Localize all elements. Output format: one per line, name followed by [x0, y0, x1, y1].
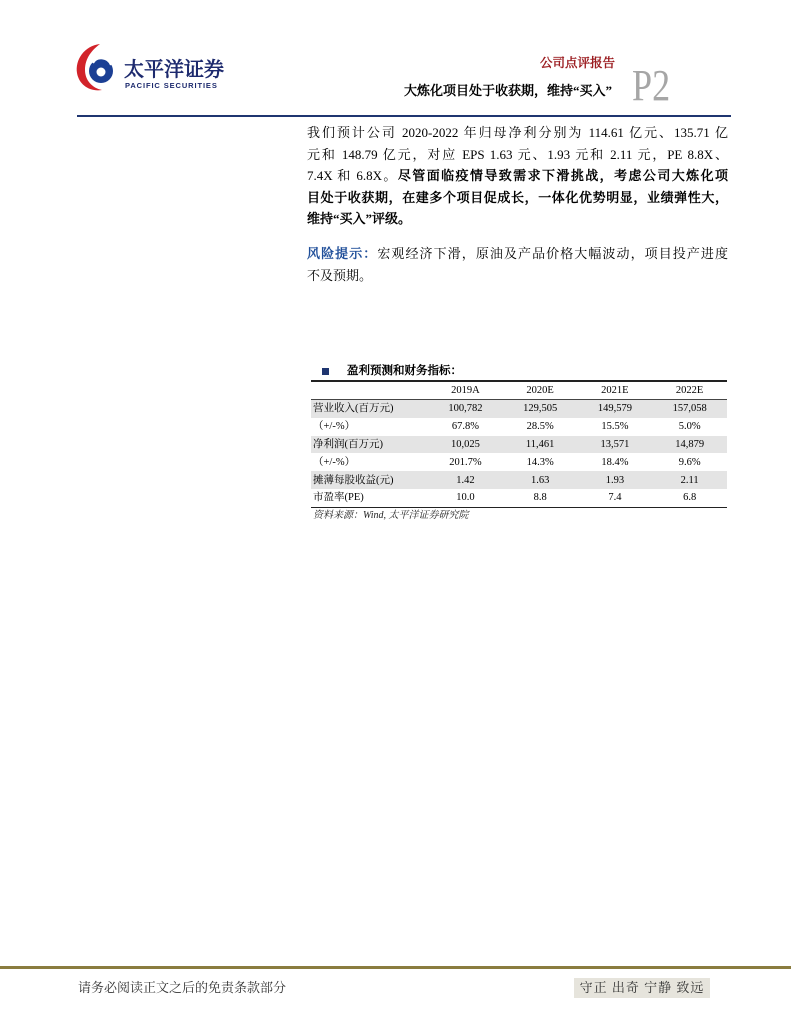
table-title: 盈利预测和财务指标： [347, 365, 462, 377]
summary-text: 元和 148.79 亿元，对应 EPS 1.63 元、1.93 元和 2.11 元，PE 8.8X、 [307, 146, 728, 162]
report-type-label: 公司点评报告 [540, 56, 616, 70]
table-cell: 67.8% [451, 421, 479, 433]
table-cell: 13,571 [578, 436, 653, 454]
brand-name-en: PACIFIC SECURITIES [125, 81, 218, 90]
table-cell: 8.8 [533, 492, 547, 504]
table-cell: 15.5% [601, 421, 629, 433]
table-cell: 201.7% [449, 456, 482, 468]
risk-warning-text: 不及预期。 [307, 267, 373, 283]
financial-forecast-table [311, 380, 727, 508]
table-cell: 1.93 [578, 471, 653, 489]
table-cell: 6.8 [683, 492, 697, 504]
table-cell: 9.6% [678, 456, 701, 468]
summary-text-bold: 维持“买入”评级。 [307, 211, 412, 226]
square-bullet-icon [322, 368, 329, 375]
table-header-cell: 2022E [652, 381, 727, 400]
table-cell: 1.42 [428, 471, 503, 489]
table-cell: 100,782 [428, 400, 503, 418]
table-cell: 129,505 [503, 400, 578, 418]
summary-text-bold: 目处于收获期，在建多个项目促成长，一体化优势明显，业绩弹性大， [307, 189, 728, 205]
risk-warning-text: 宏观经济下滑，原油及产品价格大幅波动，项目投产进度 [377, 246, 728, 261]
table-row-label: 摊薄每股收益(元) [311, 471, 428, 489]
table-cell: 5.0% [678, 421, 701, 433]
table-cell: 18.4% [601, 456, 629, 468]
table-cell: 10.0 [456, 492, 475, 504]
table-header-cell: 2020E [503, 381, 578, 400]
footer-motto: 守正 出奇 宁静 致远 [579, 980, 705, 995]
table-row [311, 471, 727, 489]
report-title: 大炼化项目处于收获期，维持“买入” [403, 83, 612, 98]
table-row [311, 453, 727, 471]
table-cell: 14.3% [526, 456, 554, 468]
table-header-corner [311, 381, 428, 400]
table-row [311, 418, 727, 436]
summary-text: 7.4X 和 6.8X。 [307, 168, 398, 183]
table-cell: 7.4 [608, 492, 622, 504]
summary-line [307, 208, 728, 230]
table-row [311, 489, 727, 507]
table-cell: 1.63 [503, 471, 578, 489]
footer-divider [0, 966, 791, 969]
table-header-cell: 2021E [578, 381, 653, 400]
risk-warning-paragraph [307, 243, 728, 286]
summary-line [307, 144, 728, 166]
risk-warning-label: 风险提示： [307, 246, 378, 261]
table-row-label: （+/-%） [313, 456, 356, 468]
summary-line [307, 165, 728, 187]
table-row [311, 400, 727, 418]
table-cell: 11,461 [503, 436, 578, 454]
footer-disclaimer: 请务必阅读正文之后的免责条款部分 [78, 980, 287, 995]
summary-line [307, 122, 728, 144]
table-row-label: 营业收入(百万元) [311, 400, 428, 418]
summary-text-bold: 尽管面临疫情导致需求下滑挑战，考虑公司大炼化项 [397, 168, 728, 183]
table-header-cell: 2019A [428, 381, 503, 400]
table-cell: 10,025 [428, 436, 503, 454]
table-row-label: 市盈率(PE) [313, 492, 364, 504]
brand-name-cn: 太平洋证券 [124, 57, 224, 81]
table-row-label: 净利润(百万元) [311, 436, 428, 454]
pacific-securities-logo-icon [74, 42, 120, 92]
table-cell: 14,879 [652, 436, 727, 454]
table-cell: 157,058 [652, 400, 727, 418]
page-number: P2 [632, 61, 671, 110]
table-cell: 28.5% [526, 421, 554, 433]
header-divider [77, 115, 731, 117]
summary-paragraph [307, 122, 728, 230]
risk-warning-line [307, 243, 728, 265]
table-source-note: 资料来源：Wind, 太平洋证券研究院 [313, 510, 469, 521]
table-row-label: （+/-%） [313, 421, 356, 433]
table-cell: 149,579 [578, 400, 653, 418]
table-cell: 2.11 [652, 471, 727, 489]
summary-line [307, 187, 728, 209]
risk-warning-line [307, 265, 728, 287]
summary-text: 我们预计公司 2020-2022 年归母净利分别为 114.61 亿元、135.71 亿 [307, 125, 728, 140]
table-row [311, 436, 727, 454]
table-header-row [311, 381, 727, 400]
